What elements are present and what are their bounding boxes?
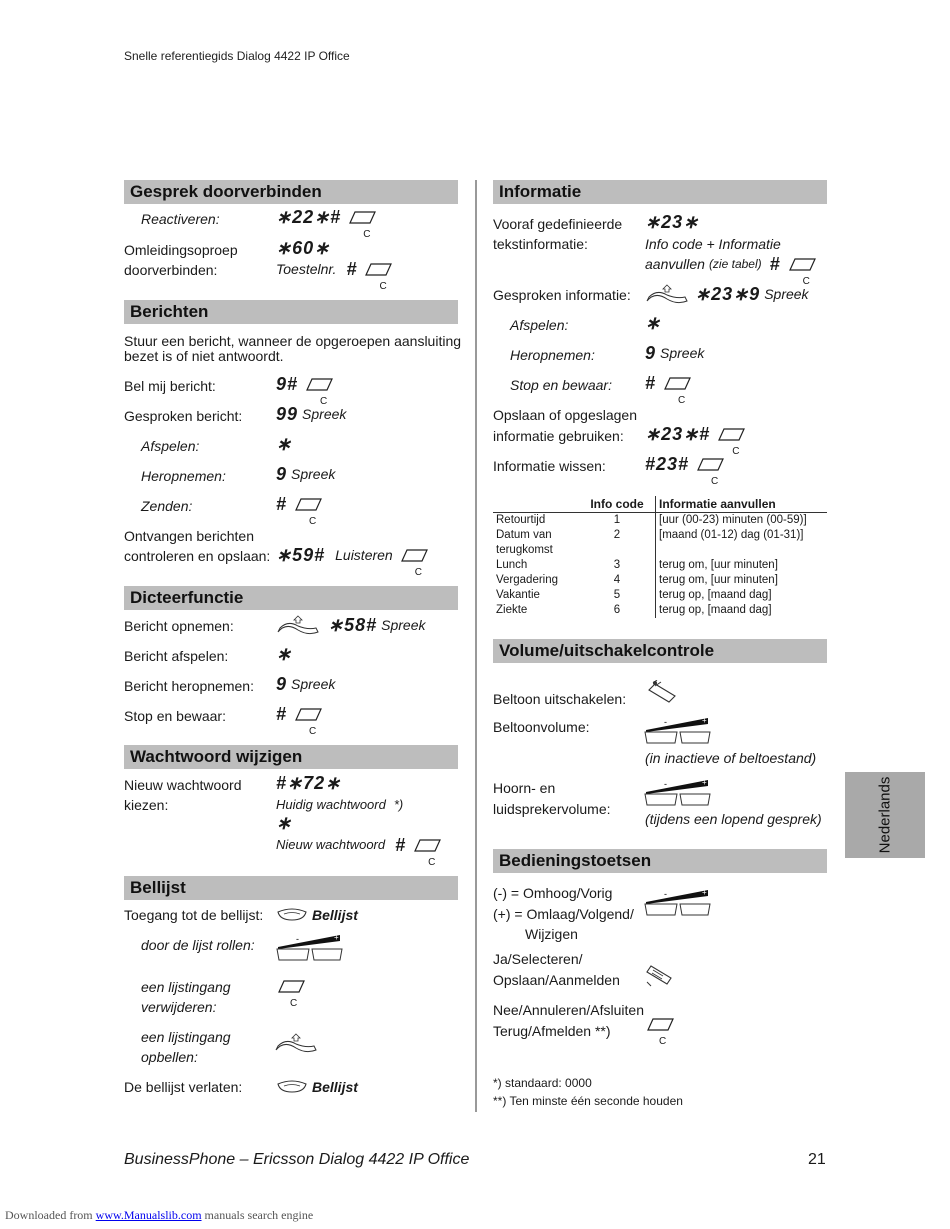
section-calllist-title: Bellijst	[124, 876, 458, 900]
info-play-label: Afspelen:	[510, 317, 569, 333]
redirect-label-1: Omleidingsoproep	[124, 242, 238, 258]
dict-stop-label: Stop en bewaar:	[124, 708, 226, 724]
section-info-title: Informatie	[493, 180, 827, 204]
ringvol-note: (in inactieve of beltoestand)	[645, 750, 817, 766]
keys-no-value	[643, 1016, 675, 1047]
note-2: **) Ten minste één seconde houden	[493, 1094, 683, 1108]
info-predef-code: ∗23∗	[645, 212, 700, 232]
calllist-exit-value: Bellijst	[276, 1077, 358, 1097]
calllist-key-icon	[276, 1080, 308, 1094]
section-dictation-title: Dicteerfunctie	[124, 586, 458, 610]
volume-keys-icon	[644, 778, 712, 806]
pw-label-2: kiezen:	[124, 797, 169, 813]
clear-key-icon: C	[347, 209, 377, 225]
keys-plus-label-2: Wijzigen	[525, 926, 578, 942]
info-predef-text-1: Info code + Informatie	[645, 236, 781, 252]
msg-rerecord-label: Heropnemen:	[141, 468, 226, 484]
calllist-delete-label-1: een lijstingang	[141, 979, 231, 995]
volume-keys-icon	[644, 888, 712, 916]
info-play-value: ∗	[645, 313, 662, 333]
msg-play-label: Afspelen:	[141, 438, 200, 454]
info-predef-text-2: aanvullen (zie tabel) # C	[645, 254, 817, 274]
clear-key-icon: C	[276, 978, 306, 994]
svg-text:+: +	[702, 778, 707, 787]
messages-desc-1: Stuur een bericht, wanneer de opgeroepen aansluiting	[124, 333, 462, 349]
dict-stop-value: # C	[276, 704, 323, 724]
dict-rerecord-value: 9 Spreek	[276, 674, 336, 694]
reactivate-code: ∗22∗#	[276, 207, 342, 227]
clear-key-icon: C	[645, 1016, 675, 1032]
table-row: Datum van terugkomst 2 [maand (01-12) dag (01-31)]	[496, 529, 804, 556]
redirect-ext-value: Toestelnr. # C	[276, 259, 393, 279]
clear-key-icon: C	[363, 261, 393, 277]
dict-record-label: Bericht opnemen:	[124, 618, 234, 634]
dict-rerecord-label: Bericht heropnemen:	[124, 678, 254, 694]
clear-key-icon: C	[695, 456, 725, 472]
info-predef-label-2: tekstinformatie:	[493, 236, 588, 252]
redirect-label-2: doorverbinden:	[124, 262, 218, 278]
mute-label: Beltoon uitschakelen:	[493, 691, 627, 707]
volume-keys-icon	[644, 716, 712, 744]
info-stop-value: # C	[645, 373, 692, 393]
handset-offhook-icon	[276, 614, 320, 636]
info-erase-label: Informatie wissen:	[493, 458, 606, 474]
msg-send-label: Zenden:	[141, 498, 193, 514]
calllist-exit-label: De bellijst verlaten:	[124, 1079, 243, 1095]
language-tab-label: Nederlands	[876, 776, 894, 854]
table-row: Vergadering 4 terug om, [uur minuten]	[496, 574, 778, 586]
table-row: Vakantie 5 terug op, [maand dag]	[496, 589, 772, 601]
info-rerecord-value: 9 Spreek	[645, 343, 705, 363]
info-spoken-label: Gesproken informatie:	[493, 287, 631, 303]
info-stored-label-1: Opslaan of opgeslagen	[493, 407, 637, 423]
volume-keys-icon	[276, 933, 344, 961]
redirect-code: ∗60∗	[276, 238, 331, 258]
dict-record-value: ∗58# Spreek	[276, 614, 425, 636]
footer-title: BusinessPhone – Ericsson Dialog 4422 IP Office	[124, 1151, 470, 1168]
table-header: Info code	[579, 496, 656, 513]
svg-text:-: -	[664, 717, 667, 727]
calllist-delete-label-2: verwijderen:	[141, 999, 217, 1015]
svg-text:+: +	[702, 888, 707, 897]
check-label-1: Ontvangen berichten	[124, 528, 254, 544]
clear-key-icon: C	[293, 706, 323, 722]
keys-plus-label-1: (+) = Omlaag/Volgend/	[493, 906, 634, 922]
calllist-scroll-label: door de lijst rollen:	[141, 937, 255, 953]
calllist-call-label-1: een lijstingang	[141, 1029, 231, 1045]
svg-text:+: +	[702, 716, 707, 725]
keys-no-label-1: Nee/Annuleren/Afsluiten	[493, 1002, 644, 1018]
info-code-table	[493, 496, 827, 618]
spoken-msg-label: Gesproken bericht:	[124, 408, 243, 424]
reactivate-value	[276, 207, 377, 240]
page-number: 21	[808, 1151, 826, 1168]
messages-desc-2: bezet is of niet antwoordt.	[124, 348, 284, 364]
pw-new: Nieuw wachtwoord # C	[276, 835, 442, 855]
svg-text:-: -	[664, 779, 667, 789]
svg-text:-: -	[296, 934, 299, 944]
column-divider	[475, 180, 477, 1112]
keys-yes-label-2: Opslaan/Aanmelden	[493, 972, 620, 988]
info-spoken-value: ∗23∗9 Spreek	[645, 283, 809, 305]
language-tab	[845, 772, 925, 858]
page-header: Snelle referentiegids Dialog 4422 IP Office	[124, 49, 350, 63]
callme-label: Bel mij bericht:	[124, 378, 216, 394]
section-password-title: Wachtwoord wijzigen	[124, 745, 458, 769]
info-stored-value: ∗23∗# C	[645, 424, 746, 444]
section-volume-title: Volume/uitschakelcontrole	[493, 639, 827, 663]
handset-offhook-icon	[274, 1032, 318, 1054]
check-label-2: controleren en opslaan:	[124, 548, 271, 564]
info-rerecord-label: Heropnemen:	[510, 347, 595, 363]
clear-key-icon: C	[787, 256, 817, 272]
ringvol-label: Beltoonvolume:	[493, 719, 590, 735]
calllist-delete-value	[274, 978, 306, 1009]
clear-key-icon: C	[412, 837, 442, 853]
info-stop-label: Stop en bewaar:	[510, 377, 612, 393]
note-1: *) standaard: 0000	[493, 1076, 592, 1090]
pw-label-1: Nieuw wachtwoord	[124, 777, 242, 793]
clear-key-icon: C	[662, 375, 692, 391]
table-header: Informatie aanvullen	[656, 496, 828, 513]
msg-send-value: # C	[276, 494, 323, 514]
handset-vol-label-2: luidsprekervolume:	[493, 801, 611, 817]
handset-vol-note: (tijdens een lopend gesprek)	[645, 811, 822, 827]
keys-no-label-2: Terug/Afmelden **)	[493, 1023, 611, 1039]
keys-yes-label-1: Ja/Selecteren/	[493, 951, 583, 967]
info-erase-value: #23# C	[645, 454, 725, 474]
info-stored-label-2: informatie gebruiken:	[493, 428, 624, 444]
calllist-key-icon	[276, 908, 308, 922]
section-messages-title: Berichten	[124, 300, 458, 324]
clear-key-icon: C	[293, 496, 323, 512]
dict-play-value: ∗	[276, 644, 293, 664]
calllist-access-value: Bellijst	[276, 905, 358, 925]
section-keys-title: Bedieningstoetsen	[493, 849, 827, 873]
reactivate-label: Reactiveren:	[141, 211, 220, 227]
calllist-access-label: Toegang tot de bellijst:	[124, 907, 264, 923]
table-row: Retourtijd 1 [uur (00-23) minuten (00-59)]	[496, 514, 807, 526]
pw-code: #∗72∗	[276, 773, 342, 793]
info-predef-label-1: Vooraf gedefinieerde	[493, 216, 623, 232]
svg-text:+: +	[334, 933, 339, 942]
manualslib-link[interactable]: www.Manualslib.com	[95, 1208, 202, 1222]
pw-current: Huidig wachtwoord *)	[276, 797, 404, 812]
table-header	[493, 496, 579, 513]
table-row: Ziekte 6 terug op, [maand dag]	[496, 604, 772, 616]
callme-value: 9# C	[276, 374, 334, 394]
msg-play-value: ∗	[276, 434, 293, 454]
dict-play-label: Bericht afspelen:	[124, 648, 229, 664]
handset-vol-label-1: Hoorn- en	[493, 780, 556, 796]
clear-key-icon: C	[304, 376, 334, 392]
mute-key-icon	[645, 680, 677, 706]
clear-key-icon: C	[399, 547, 429, 563]
msg-rerecord-value: 9 Spreek	[276, 464, 336, 484]
check-value: ∗59# Luisteren C	[276, 545, 429, 565]
handset-offhook-icon	[645, 283, 689, 305]
download-note: Downloaded from www.Manualslib.com manuals search engine	[5, 1208, 314, 1222]
clear-key-icon: C	[716, 426, 746, 442]
keys-minus-label: (-) = Omhoog/Vorig	[493, 885, 613, 901]
pw-star: ∗	[276, 813, 293, 833]
svg-text:-: -	[664, 889, 667, 899]
select-key-icon	[645, 964, 673, 988]
calllist-call-label-2: opbellen:	[141, 1049, 198, 1065]
redirect-ext: Toestelnr.	[276, 261, 337, 277]
section-transfer-title: Gesprek doorverbinden	[124, 180, 458, 204]
spoken-msg-value: 99 Spreek	[276, 404, 347, 424]
table-row: Lunch 3 terug om, [uur minuten]	[496, 559, 778, 571]
